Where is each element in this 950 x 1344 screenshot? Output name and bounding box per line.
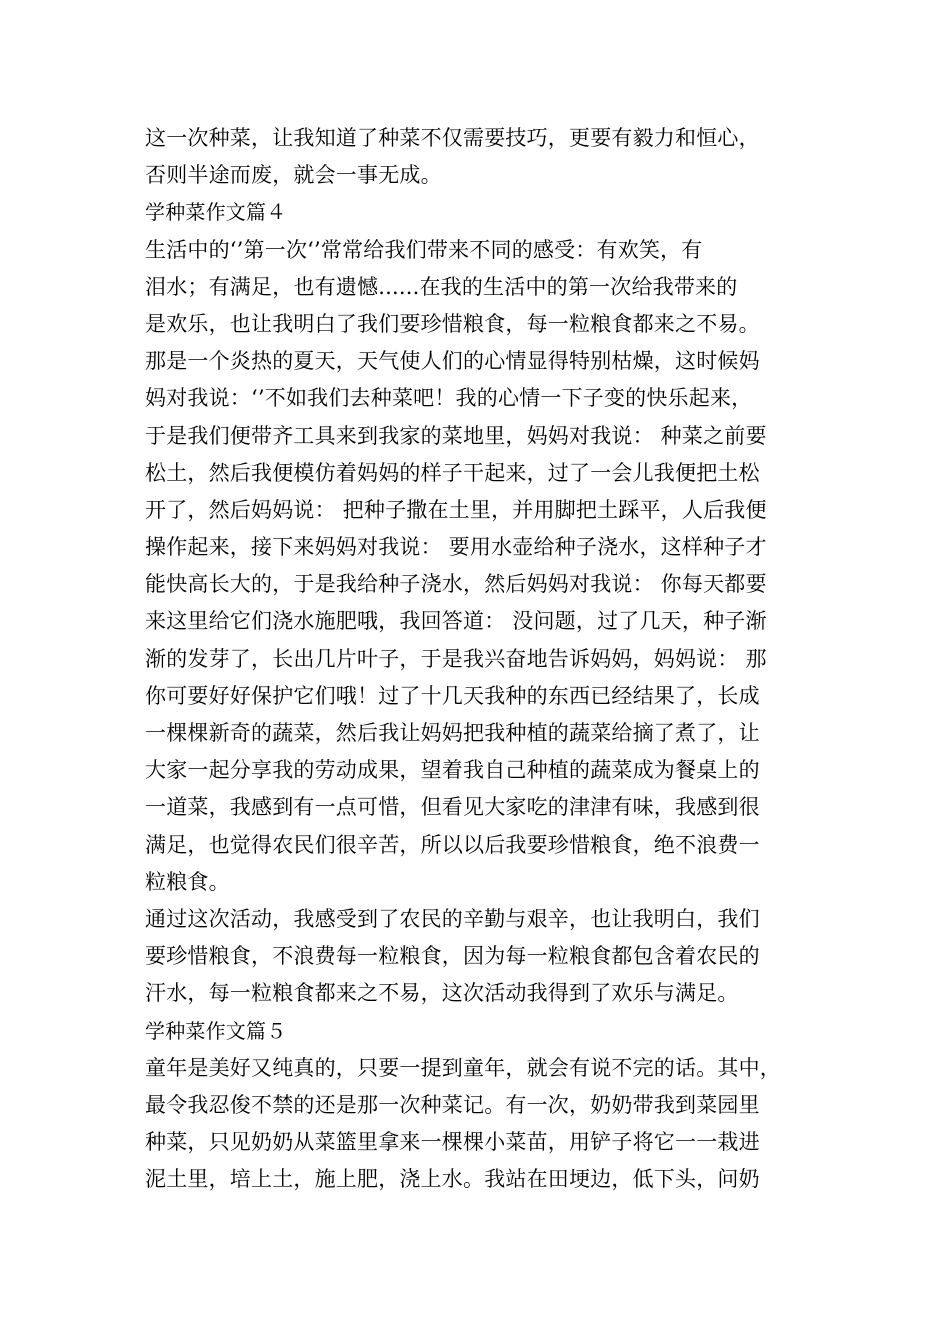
text-line: 种菜，只见奶奶从菜篮里拿来一棵棵小菜苗，用铲子将它一一栽进 xyxy=(145,1130,760,1155)
section-heading: 学种菜作文篇５ xyxy=(145,1018,287,1043)
text-line: 粒粮食。 xyxy=(145,869,230,894)
text-line: 于是我们便带齐工具来到我家的菜地里，妈妈对我说： 种菜之前要 xyxy=(145,423,767,448)
text-line: 汗水，每一粒粮食都来之不易，这次活动我得到了欢乐与满足。 xyxy=(145,981,739,1006)
text-line: 松土，然后我便模仿着妈妈的样子干起来，过了一会儿我便把土松 xyxy=(145,460,760,485)
text-line: 那是一个炎热的夏天，天气使人们的心情显得特别枯燥，这时候妈 xyxy=(145,349,760,374)
text-line: 能快高长大的，于是我给种子浇水，然后妈妈对我说： 你每天都要 xyxy=(145,572,767,597)
text-line: 泥土里，培上土，施上肥，浇上水。我站在田埂边，低下头，问奶 xyxy=(145,1167,760,1192)
text-line: 是欢乐，也让我明白了我们要珍惜粮食，每一粒粮食都来之不易。 xyxy=(145,311,760,336)
text-line: 这一次种菜，让我知道了种菜不仅需要技巧，更要有毅力和恒心， xyxy=(145,126,760,150)
text-line: 满足，也觉得农民们很辛苦，所以以后我要珍惜粮食，绝不浪费一 xyxy=(145,832,760,857)
text-line: 渐的发芽了，长出几片叶子，于是我兴奋地告诉妈妈，妈妈说： 那 xyxy=(145,646,767,671)
section-heading: 学种菜作文篇４ xyxy=(145,200,287,225)
text-line: 童年是美好又纯真的，只要一提到童年，就会有说不完的话。其中， xyxy=(145,1055,781,1080)
text-line: 最令我忍俊不禁的还是那一次种菜记。有一次，奶奶带我到菜园里 xyxy=(145,1092,760,1117)
text-line: 一棵棵新奇的蔬菜，然后我让妈妈把我种植的蔬菜给摘了煮了，让 xyxy=(145,721,760,745)
text-line: 你可要好好保护它们哦！过了十几天我种的东西已经结果了，长成 xyxy=(145,683,760,708)
text-line: 妈对我说：‘’不如我们去种菜吧！我的心情一下子变的快乐起来， xyxy=(145,386,753,411)
text-line: 一道菜，我感到有一点可惜，但看见大家吃的津津有味，我感到很 xyxy=(145,795,760,820)
text-line: 操作起来，接下来妈妈对我说： 要用水壶给种子浇水，这样种子才 xyxy=(145,535,767,560)
text-line: 大家一起分享我的劳动成果，望着我自己种植的蔬菜成为餐桌上的 xyxy=(145,758,760,783)
text-line: 开了，然后妈妈说： 把种子撒在土里，并用脚把土踩平，人后我便 xyxy=(145,497,767,522)
text-line: 通过这次活动，我感受到了农民的辛勤与艰辛，也让我明白，我们 xyxy=(145,906,760,931)
text-line: 泪水；有满足，也有遗憾......在我的生活中的第一次给我带来的 xyxy=(145,274,738,299)
text-line: 生活中的‘’第一次‘’常常给我们带来不同的感受：有欢笑，有 xyxy=(145,237,703,262)
text-line: 来这里给它们浇水施肥哦，我回答道： 没问题，过了几天，种子渐 xyxy=(145,609,767,634)
text-line: 要珍惜粮食，不浪费每一粒粮食，因为每一粒粮食都包含着农民的 xyxy=(145,944,760,969)
document-body xyxy=(145,120,815,1198)
text-line: 否则半途而废，就会一事无成。 xyxy=(145,163,442,188)
